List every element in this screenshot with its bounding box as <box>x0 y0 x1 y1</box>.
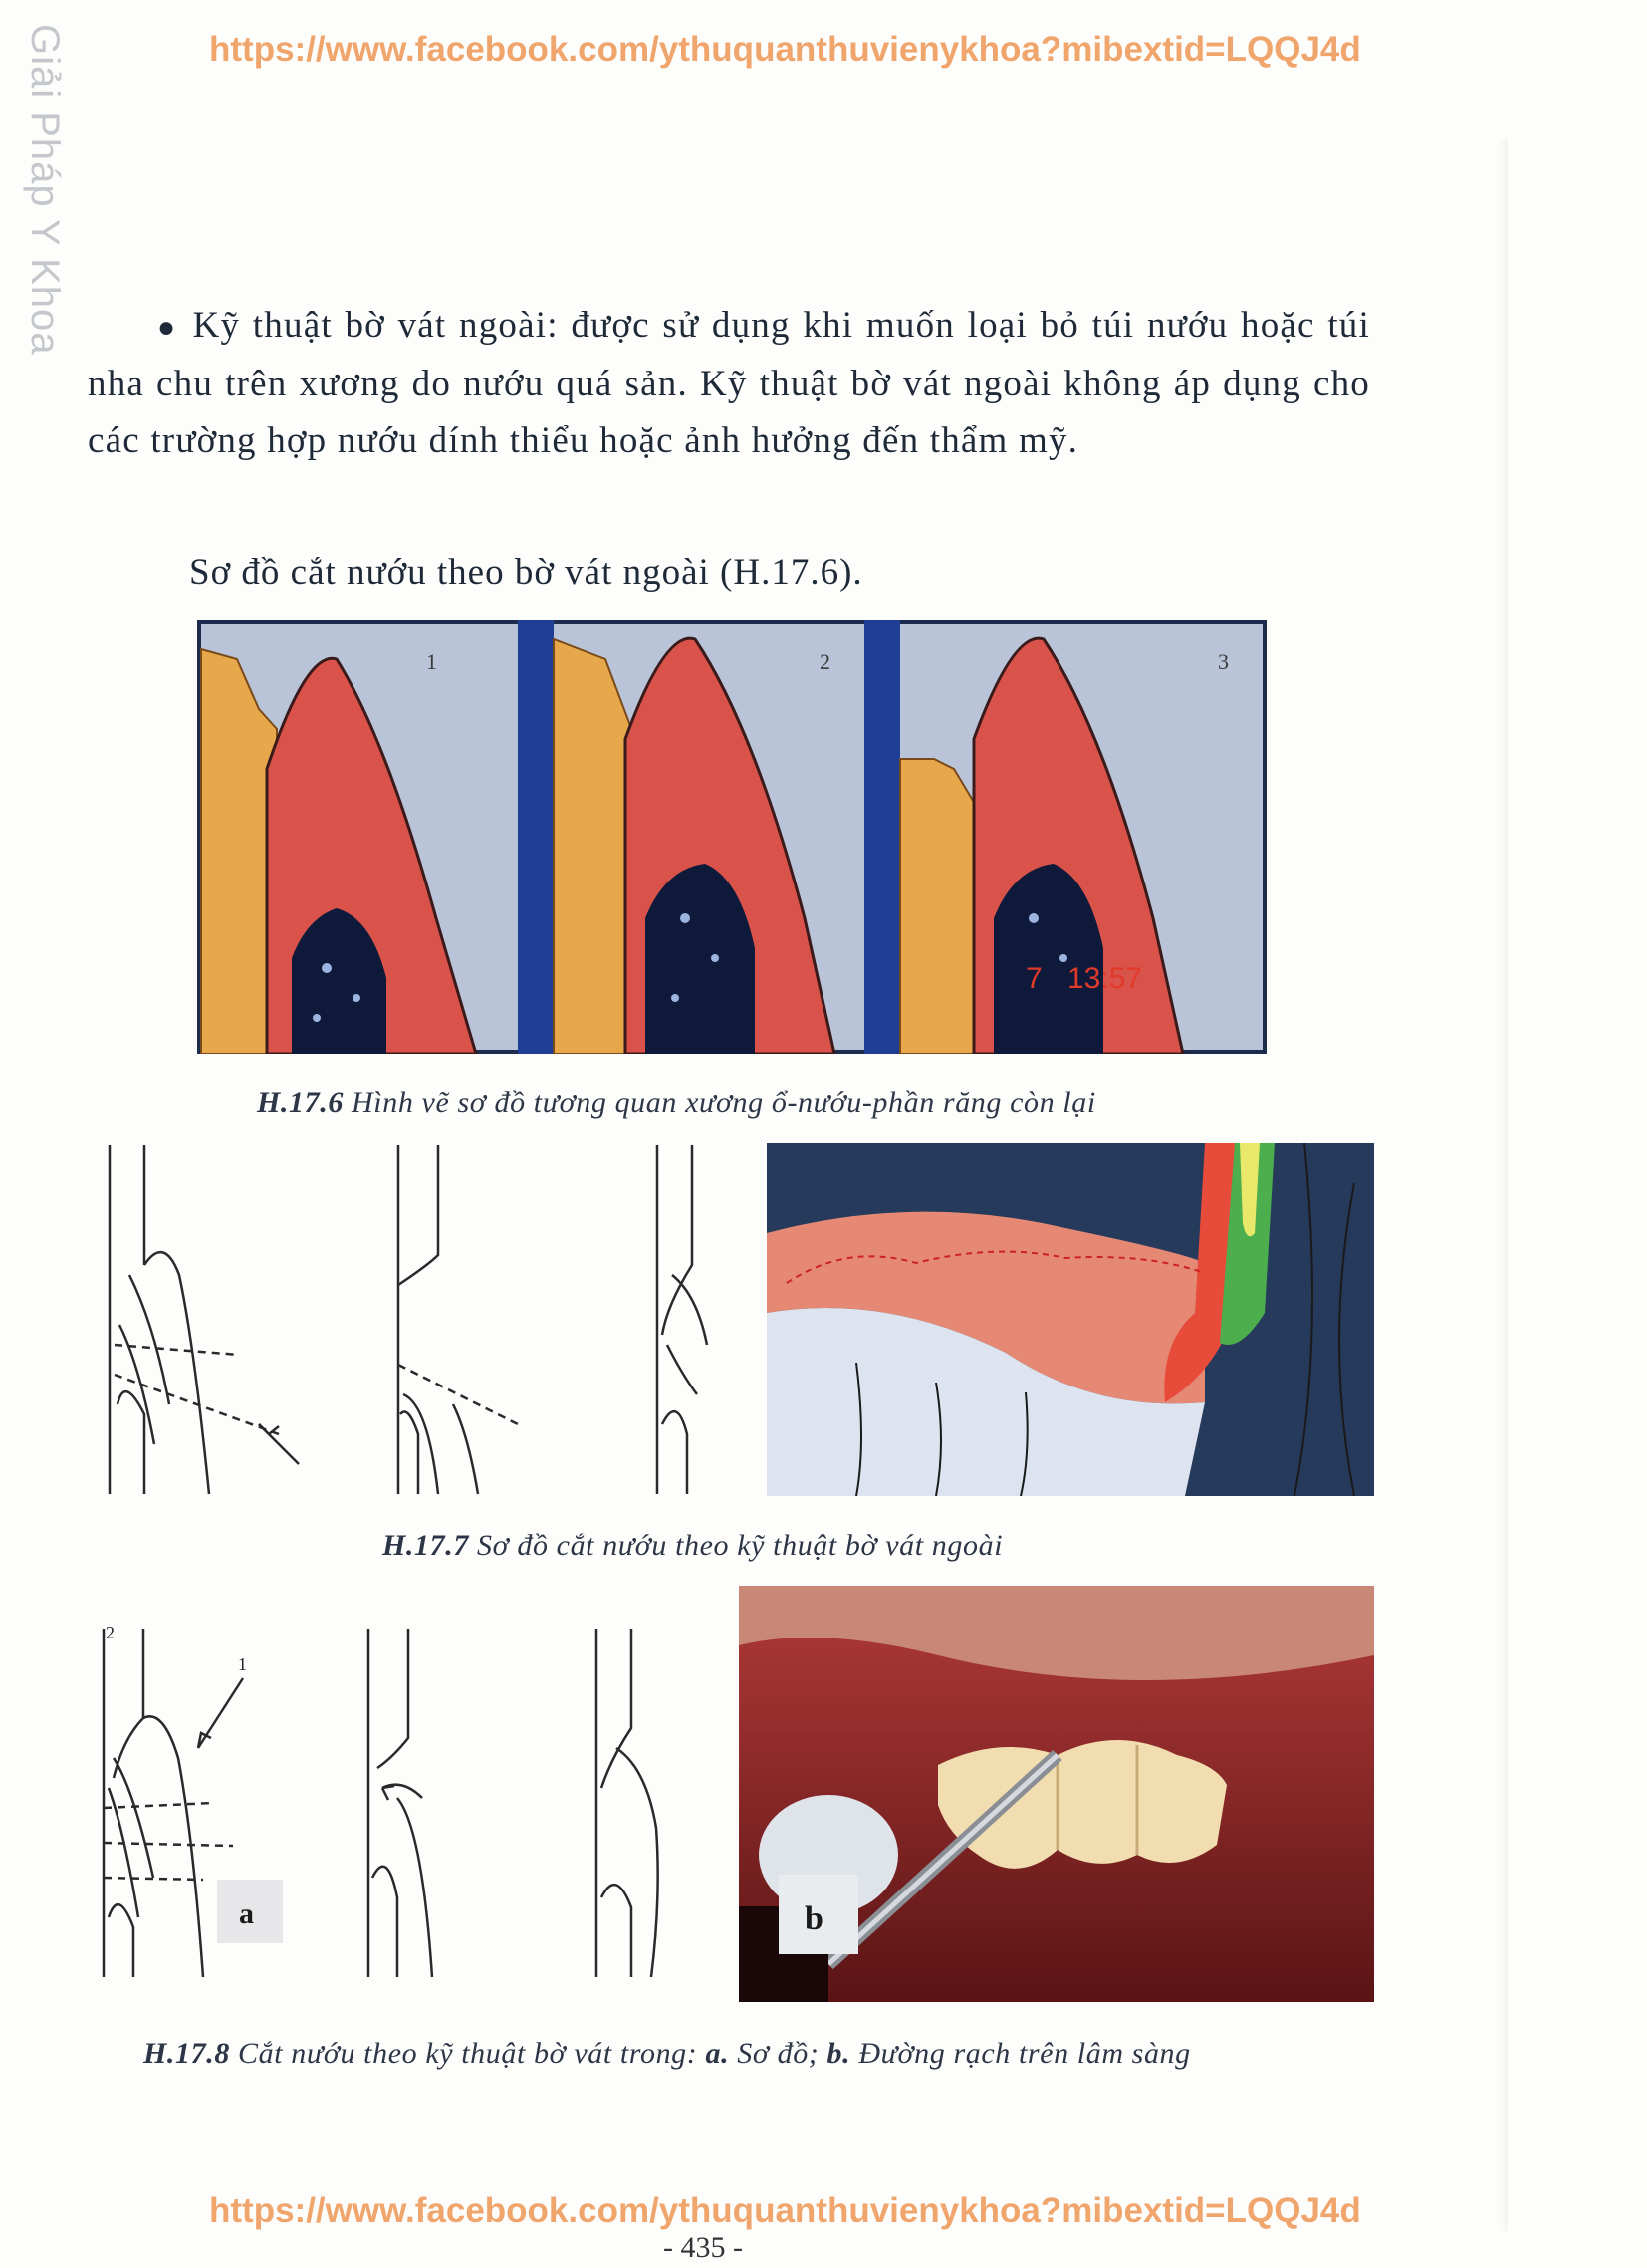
watermark-url-bottom[interactable]: https://www.facebook.com/ythuquanthuvienykhoa?mibextid=LQQJ4d <box>209 2191 1361 2230</box>
caption-17-6-number: H.17.6 <box>257 1086 344 1119</box>
paragraph-diagram-intro: Sơ đồ cắt nướu theo bờ vát ngoài (H.17.6). <box>189 552 863 593</box>
label-b: b <box>805 1900 824 1937</box>
timestamp: 13:57 <box>1067 962 1143 995</box>
figure-17-7-drawings <box>100 1145 717 1504</box>
paragraph-external-bevel <box>88 297 1370 469</box>
caption-17-8-text-1: Cắt nướu theo kỹ thuật bờ vát trong: <box>238 2037 698 2070</box>
caption-17-8 <box>143 2037 1191 2071</box>
caption-17-7-number: H.17.7 <box>382 1529 469 1562</box>
figure-17-6-panel-2 <box>554 624 864 1054</box>
figure-17-6 <box>197 620 1267 1054</box>
panel-label-2: 2 <box>820 649 830 674</box>
page-edge-shadow <box>1498 139 1508 2231</box>
bullet-icon: ● <box>157 311 179 344</box>
panel-label-1: 1 <box>426 649 437 674</box>
figure-17-6-panel-1 <box>201 624 518 1054</box>
caption-17-8-b: b. <box>826 2037 851 2070</box>
figure-17-8-drawings <box>94 1619 691 1987</box>
page-number: - 435 - <box>663 2231 743 2264</box>
marker-1: 1 <box>238 1654 247 1674</box>
watermark-url-top[interactable]: https://www.facebook.com/ythuquanthuvienykhoa?mibextid=LQQJ4d <box>209 30 1361 69</box>
caption-17-8-text-3: Đường rạch trên lâm sàng <box>858 2037 1191 2070</box>
panel-label-3: 3 <box>1218 649 1229 674</box>
caption-17-6-text: Hình vẽ sơ đồ tương quan xương ổ-nướu-phần răng còn lại <box>352 1086 1096 1119</box>
caption-17-8-text-2: Sơ đồ; <box>737 2037 820 2070</box>
caption-17-6 <box>257 1086 1096 1120</box>
caption-17-7-text: Sơ đồ cắt nướu theo kỹ thuật bờ vát ngoài <box>477 1529 1004 1562</box>
caption-17-7 <box>382 1529 1003 1563</box>
timestamp-prefix: 7 <box>1026 962 1043 995</box>
caption-17-8-a: a. <box>705 2037 730 2070</box>
side-watermark: Giải Pháp Y Khoa <box>23 24 67 356</box>
label-a: a <box>239 1897 254 1930</box>
figure-17-8-clinical-photo <box>739 1586 1374 2002</box>
paragraph-text: Kỹ thuật bờ vát ngoài: được sử dụng khi muốn loại bỏ túi nướu hoặc túi nha chu trên xương do nướu quá sản. Kỹ thuật bờ vát ngoài không áp dụng cho các trường hợp nướu dính thiểu hoặc ảnh hưởng đến thẩm mỹ. <box>88 305 1370 461</box>
marker-2: 2 <box>106 1623 115 1642</box>
figure-17-7-illustration <box>767 1143 1374 1496</box>
caption-17-8-number: H.17.8 <box>143 2037 230 2070</box>
